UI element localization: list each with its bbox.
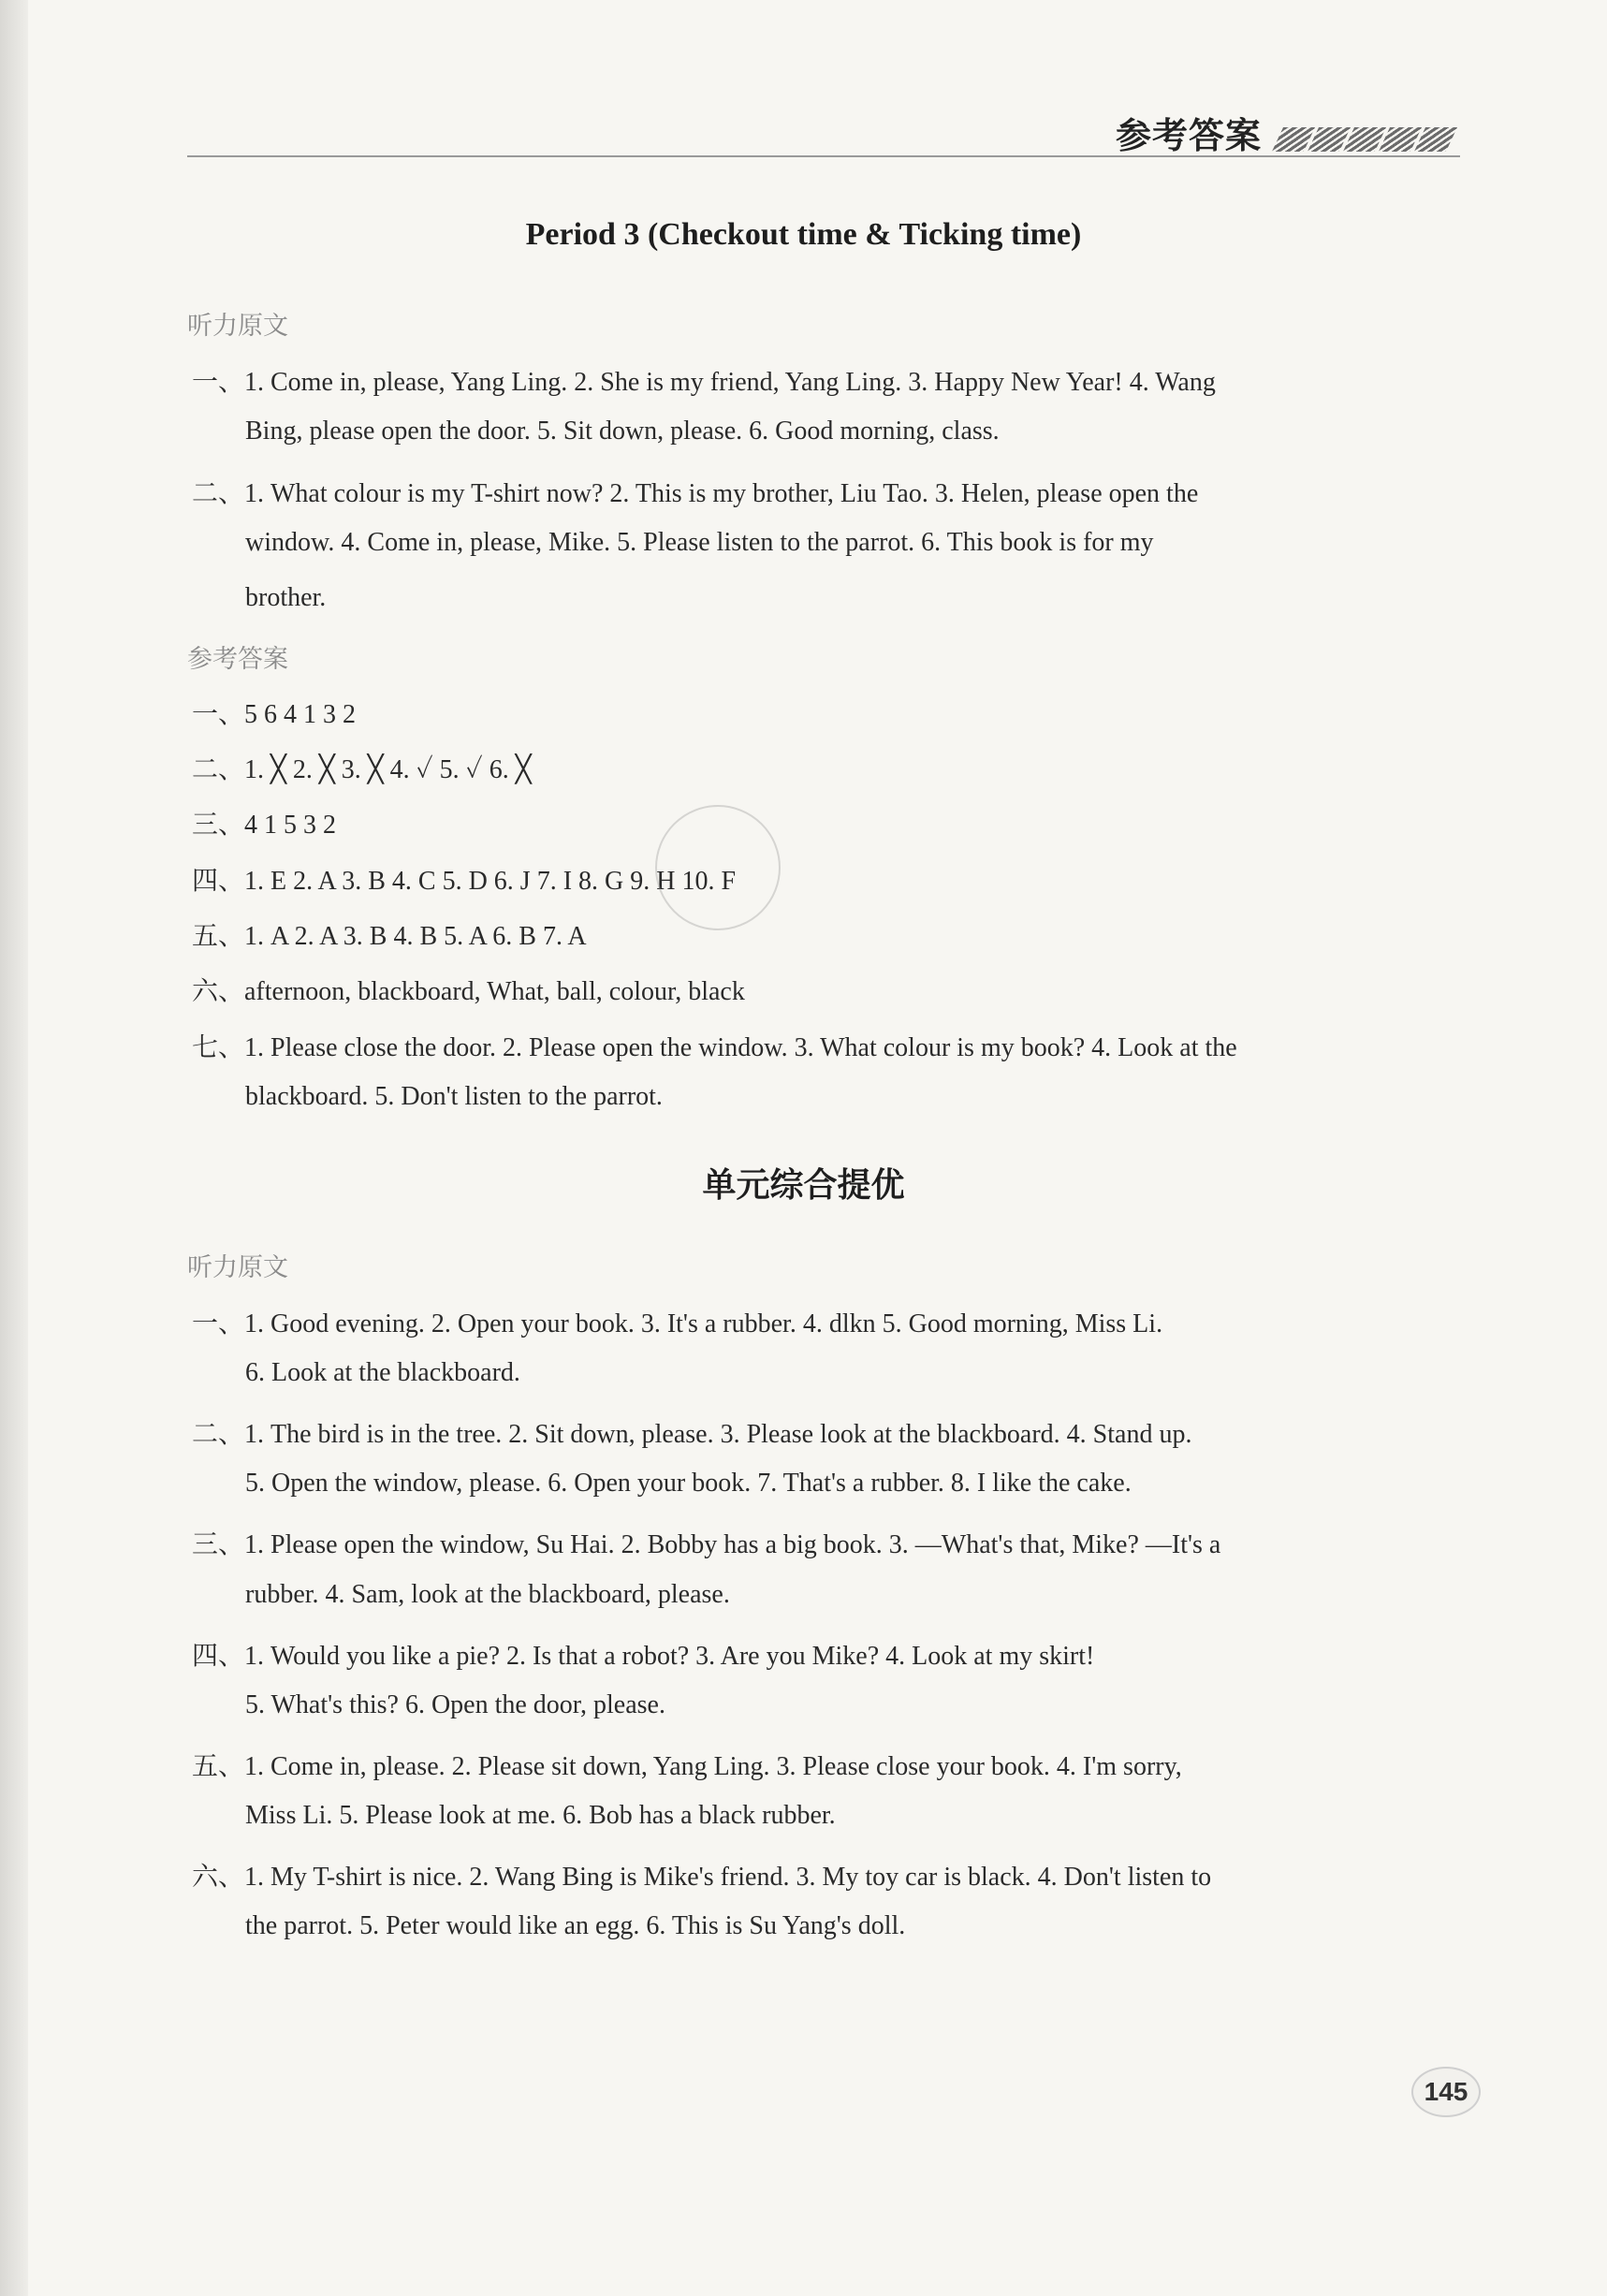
period3-answer-line: 六、afternoon, blackboard, What, ball, colour, black [192,977,745,1006]
unit-line: 六、1. My T-shirt is nice. 2. Wang Bing is Mike's friend. 3. My toy car is black. 4. Don't listen to [192,1863,1212,1892]
period3-listening-line: brother. [245,583,327,612]
period3-answer-line: blackboard. 5. Don't listen to the parrot. [245,1082,663,1111]
unit-listening-label: 听力原文 [187,1253,288,1282]
period3-listening-line: window. 4. Come in, please, Mike. 5. Please listen to the parrot. 6. This book is for my [245,528,1154,557]
unit-line: 一、1. Good evening. 2. Open your book. 3. It's a rubber. 4. dlkn 5. Good morning, Miss Li. [192,1309,1163,1338]
unit-line: the parrot. 5. Peter would like an egg. 6. This is Su Yang's doll. [245,1911,906,1940]
period3-answers-label: 参考答案 [187,645,288,674]
header-stripes-decoration [1278,127,1465,159]
unit-line: 5. Open the window, please. 6. Open your book. 7. That's a rubber. 8. I like the cake. [245,1469,1132,1498]
period3-listening-line: 一、1. Come in, please, Yang Ling. 2. She is my friend, Yang Ling. 3. Happy New Year! 4. Wang [192,368,1216,397]
header-title: 参考答案 [1116,115,1263,156]
watermark-stamp [655,805,781,930]
unit-line: 6. Look at the blackboard. [245,1358,520,1387]
period3-answer-line: 四、1. E 2. A 3. B 4. C 5. D 6. J 7. I 8. G 9. H 10. F [192,867,737,896]
unit-line: 五、1. Come in, please. 2. Please sit down, Yang Ling. 3. Please close your book. 4. I'm sorry, [192,1752,1182,1781]
period3-listening-line: Bing, please open the door. 5. Sit down, please. 6. Good morning, class. [245,417,1000,446]
period3-title: Period 3 (Checkout time & Ticking time) [525,217,1082,252]
page-sheet [28,0,1607,2296]
period3-answer-line: 一、5 6 4 1 3 2 [192,700,357,729]
book-spine-shadow [0,0,28,2296]
period3-answer-line: 二、1. ╳ 2. ╳ 3. ╳ 4. ✓ 5. ✓ 6. ╳ [192,755,532,784]
unit-line: 5. What's this? 6. Open the door, please. [245,1690,665,1719]
period3-listening-line: 二、1. What colour is my T-shirt now? 2. This is my brother, Liu Tao. 3. Helen, please open the [192,479,1199,508]
unit-line: 二、1. The bird is in the tree. 2. Sit down, please. 3. Please look at the blackboard. 4. Stand up. [192,1420,1192,1449]
unit-line: 三、1. Please open the window, Su Hai. 2. Bobby has a big book. 3. —What's that, Mike? —It's a [192,1530,1221,1559]
period3-listening-label: 听力原文 [187,312,288,341]
unit-line: rubber. 4. Sam, look at the blackboard, please. [245,1580,730,1609]
header-rule [187,155,1460,157]
unit-line: 四、1. Would you like a pie? 2. Is that a robot? 3. Are you Mike? 4. Look at my skirt! [192,1642,1095,1671]
period3-answer-line: 七、1. Please close the door. 2. Please open the window. 3. What colour is my book? 4. Look at the [192,1033,1237,1062]
unit-title: 单元综合提优 [702,1166,905,1205]
page-number: 145 [1411,2067,1481,2117]
unit-line: Miss Li. 5. Please look at me. 6. Bob has a black rubber. [245,1801,836,1830]
period3-answer-line: 三、4 1 5 3 2 [192,811,337,840]
period3-answer-line: 五、1. A 2. A 3. B 4. B 5. A 6. B 7. A [192,922,587,951]
